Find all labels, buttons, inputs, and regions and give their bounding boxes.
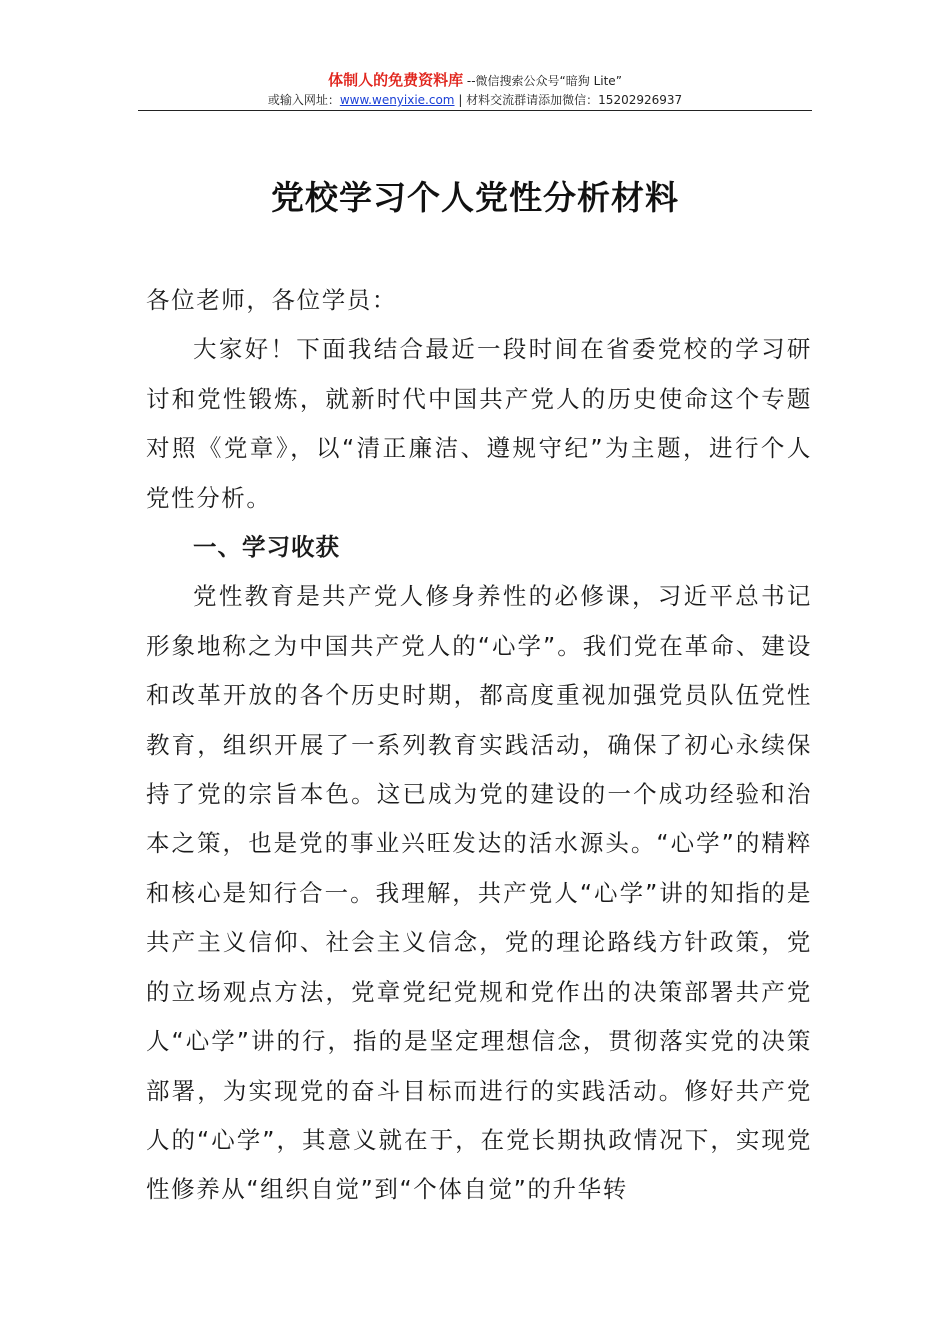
contact-info: | 材料交流群请添加微信：15202926937	[454, 93, 683, 107]
page-header	[138, 70, 812, 109]
header-banner	[138, 70, 812, 91]
url-prefix: 或输入网址：	[267, 93, 340, 107]
intro-paragraph: 大家好！下面我结合最近一段时间在省委党校的学习研讨和党性锻炼，就新时代中国共产党人的历史使命这个专题对照《党章》，以“清正廉洁、遵规守纪”为主题，进行个人党性分析。	[146, 335, 812, 512]
document-title: 党校学习个人党性分析材料	[271, 178, 679, 217]
salutation: 各位老师，各位学员：	[146, 286, 397, 314]
section-heading: 一、学习收获	[193, 533, 340, 562]
brand-name: 体制人的免费资料库	[328, 71, 464, 89]
header-contact	[138, 91, 812, 109]
header-divider	[138, 110, 812, 111]
section-paragraph: 党性教育是共产党人修身养性的必修课，习近平总书记形象地称之为中国共产党人的“心学”。我们党在革命、建设和改革开放的各个历史时期，都高度重视加强党员队伍党性教育，组织开展了一系列教育实践活动，确保了初心永续保持了党的宗旨本色。这已成为党的建设的一个成功经验和治本之策，也是党的事业兴旺发达的活水源头。“心学”的精粹和核心是知行合一。我理解，共产党人“心学”讲的知指的是共产主义信仰、社会主义信念，党的理论路线方针政策，党的立场观点方法，党章党纪党规和党作出的决策部署共产党人“心学”讲的行，指的是坚定理想信念，贯彻落实党的决策部署，为实现党的奋斗目标而进行的实践活动。修好共产党人的“心学”，其意义就在于，在党长期执政情况下，实现党性修养从“组织自觉”到“个体自觉”的升华转	[146, 582, 812, 1204]
website-link[interactable]: www.wenyixie.com	[339, 93, 455, 107]
header-tagline: --微信搜索公众号“暗狗 Lite”	[463, 74, 622, 88]
document-body	[146, 276, 812, 1215]
